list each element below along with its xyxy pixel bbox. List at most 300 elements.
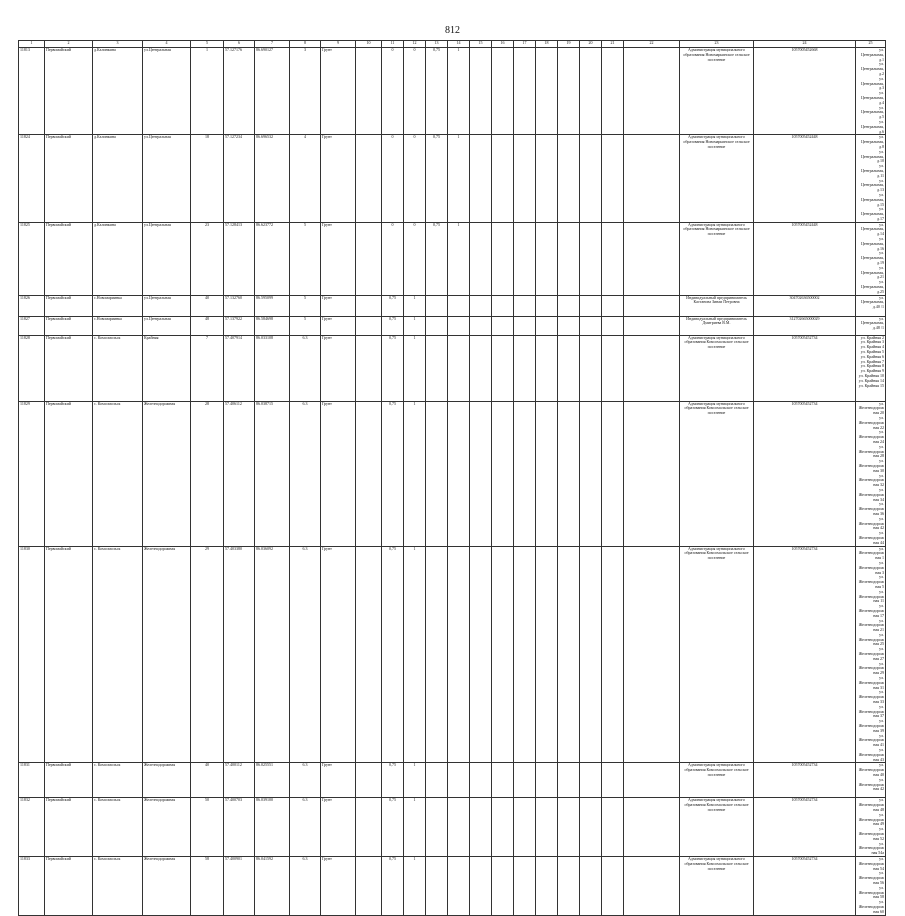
cell-surface: Грунт	[321, 335, 356, 401]
cell-locality: с.Новомариинка	[93, 295, 143, 316]
cell-addresses: ул. Железнодорожная 1 ул. Железнодорожная 3 ул. Железнодорожная 5 ул. Железнодорожная 11 ул. Железнодорожная 17 ул. Железнодорожная 21 ул. Железнодорожная 25 ул. Железнодорожная 27 ул. Железнодорожная 29 ул. Железнодорожная 31 ул. Железнодорожная 33 ул. Железнодорожная 37 ул. Железнодорожная 39 ул. Железнодорожная 41 ул. Железнодорожная 43	[856, 546, 886, 763]
cell-n13	[426, 401, 448, 546]
cell-org: Администрация муниципального образования Комсомольское сельское поселение	[680, 763, 754, 798]
cell-id: 11829	[19, 401, 45, 546]
cell-org: Индивидуальный предприниматель Дмитриева В.М.	[680, 316, 754, 335]
register-body	[19, 41, 886, 916]
cell-id: 11824	[19, 135, 45, 222]
table-row	[19, 546, 886, 763]
cell-street: Железнодорожная	[143, 763, 191, 798]
cell-lon: 86.039100	[255, 798, 290, 857]
cell-n11: 0	[382, 222, 404, 295]
cell-house: 50	[191, 798, 224, 857]
cell-n14	[448, 316, 470, 335]
cell-lon: 86.623772	[255, 222, 290, 295]
cell-locality: д.Калинкина	[93, 48, 143, 135]
cell-house: 28	[191, 401, 224, 546]
column-number-7: 7	[255, 41, 290, 48]
cell-district: Первомайский	[45, 316, 93, 335]
cell-id: 11832	[19, 798, 45, 857]
cell-ogrn: 1057005452734	[754, 401, 856, 546]
table-row	[19, 48, 886, 135]
cell-	[602, 222, 624, 295]
cell-	[580, 295, 602, 316]
cell-n14	[448, 335, 470, 401]
cell-n8: 5	[290, 222, 321, 295]
cell-	[602, 316, 624, 335]
cell-house: 18	[191, 135, 224, 222]
cell-lon: 86.025551	[255, 763, 290, 798]
column-number-25: 25	[856, 41, 886, 48]
cell-	[536, 316, 558, 335]
cell-	[492, 798, 514, 857]
column-number-5: 5	[191, 41, 224, 48]
column-number-11: 11	[382, 41, 404, 48]
cell-	[470, 48, 492, 135]
cell-	[580, 48, 602, 135]
cell-district: Первомайский	[45, 222, 93, 295]
cell-addresses: ул. Центральная, д.40 /1	[856, 295, 886, 316]
cell-n14	[448, 763, 470, 798]
cell-locality: с. Комсомольск	[93, 546, 143, 763]
cell-id: 11833	[19, 856, 45, 915]
cell-n11: 0,75	[382, 763, 404, 798]
cell-	[602, 295, 624, 316]
column-number-10: 10	[356, 41, 382, 48]
cell-n11: 0,75	[382, 856, 404, 915]
column-number-4: 4	[143, 41, 191, 48]
cell-org: Администрация муниципального образования Комсомольское сельское поселение	[680, 798, 754, 857]
cell-surface: Грунт	[321, 401, 356, 546]
cell-	[624, 295, 680, 316]
cell-	[356, 798, 382, 857]
column-number-17: 17	[514, 41, 536, 48]
cell-id: 11831	[19, 763, 45, 798]
cell-ogrn: 1057005452734	[754, 856, 856, 915]
cell-lat: 57.407914	[224, 335, 255, 401]
cell-n14: 1	[448, 222, 470, 295]
register-table	[18, 40, 886, 916]
cell-house: 23	[191, 222, 224, 295]
cell-	[536, 222, 558, 295]
column-number-20: 20	[580, 41, 602, 48]
cell-surface: Грунт	[321, 546, 356, 763]
cell-n8: 5	[290, 316, 321, 335]
cell-n11: 0,75	[382, 295, 404, 316]
cell-n12: 1	[404, 546, 426, 763]
cell-	[536, 798, 558, 857]
cell-org: Индивидуальный предприниматель Кастанова Зинаи Петровна	[680, 295, 754, 316]
table-row	[19, 316, 886, 335]
cell-	[470, 222, 492, 295]
cell-street: Крайняя	[143, 335, 191, 401]
cell-lon: 86.033108	[255, 335, 290, 401]
cell-lon: 86.038715	[255, 401, 290, 546]
cell-n12: 1	[404, 798, 426, 857]
cell-ogrn: 1057005452448	[754, 222, 856, 295]
cell-n12: 1	[404, 316, 426, 335]
cell-n8: 6.3	[290, 401, 321, 546]
cell-	[558, 135, 580, 222]
cell-id: 11828	[19, 335, 45, 401]
cell-	[580, 335, 602, 401]
cell-house: 40	[191, 295, 224, 316]
cell-lat: 57.132760	[224, 295, 255, 316]
cell-org: Администрация муниципального образования Новомарьинское сельское поселение	[680, 222, 754, 295]
cell-	[514, 763, 536, 798]
cell-ogrn: 1057005452734	[754, 546, 856, 763]
cell-n14	[448, 798, 470, 857]
cell-lat: 57.406112	[224, 401, 255, 546]
column-number-21: 21	[602, 41, 624, 48]
cell-	[470, 856, 492, 915]
cell-lat: 57.137922	[224, 316, 255, 335]
cell-	[580, 546, 602, 763]
cell-street: ул.Центральная	[143, 222, 191, 295]
cell-district: Первомайский	[45, 335, 93, 401]
cell-	[558, 48, 580, 135]
cell-	[580, 798, 602, 857]
cell-	[624, 335, 680, 401]
cell-addresses: ул. Центральная, д.14 ул. Центральная, д.16 ул. Центральная, д.19 ул. Центральная, д.21 ул. Центральная, д.25	[856, 222, 886, 295]
cell-	[356, 295, 382, 316]
cell-lat: 57.127234	[224, 135, 255, 222]
cell-id: 11827	[19, 316, 45, 335]
cell-	[470, 546, 492, 763]
cell-	[356, 316, 382, 335]
cell-house: 58	[191, 856, 224, 915]
cell-n8: 4	[290, 135, 321, 222]
cell-n13: 0,75	[426, 135, 448, 222]
cell-	[536, 335, 558, 401]
cell-n13	[426, 856, 448, 915]
cell-org: Администрация муниципального образования Комсомольское сельское поселение	[680, 401, 754, 546]
cell-surface: Грунт	[321, 222, 356, 295]
table-row	[19, 135, 886, 222]
cell-ogrn: 1057005452668	[754, 48, 856, 135]
cell-locality: с. Комсомольск	[93, 335, 143, 401]
cell-	[558, 401, 580, 546]
cell-	[602, 546, 624, 763]
cell-	[492, 401, 514, 546]
cell-addresses: ул. Железнодорожная 40 ул. Железнодорожная 42	[856, 763, 886, 798]
cell-	[536, 135, 558, 222]
cell-	[580, 316, 602, 335]
cell-	[514, 401, 536, 546]
cell-	[470, 335, 492, 401]
cell-street: Железнодорожная	[143, 798, 191, 857]
cell-district: Первомайский	[45, 798, 93, 857]
cell-	[602, 763, 624, 798]
cell-locality: с. Комсомольск	[93, 856, 143, 915]
table-row	[19, 763, 886, 798]
column-number-1: 1	[19, 41, 45, 48]
cell-lon: 86.036092	[255, 546, 290, 763]
cell-	[580, 222, 602, 295]
cell-	[580, 135, 602, 222]
cell-ogrn: 1057005452734	[754, 798, 856, 857]
cell-	[470, 401, 492, 546]
cell-street: Железнодорожная	[143, 546, 191, 763]
cell-locality: д.Калинкина	[93, 222, 143, 295]
cell-n13	[426, 295, 448, 316]
cell-id: 11825	[19, 222, 45, 295]
cell-	[492, 335, 514, 401]
column-number-3: 3	[93, 41, 143, 48]
cell-org: Администрация муниципального образования Комсомольское сельское поселение	[680, 335, 754, 401]
column-number-18: 18	[536, 41, 558, 48]
cell-	[536, 763, 558, 798]
cell-	[514, 335, 536, 401]
cell-n12: 1	[404, 295, 426, 316]
cell-district: Первомайский	[45, 401, 93, 546]
cell-n13: 0,75	[426, 222, 448, 295]
cell-lat: 57.127176	[224, 48, 255, 135]
cell-	[536, 48, 558, 135]
cell-	[602, 335, 624, 401]
cell-ogrn: 1057005452734	[754, 763, 856, 798]
cell-	[492, 135, 514, 222]
cell-locality: с. Комсомольск	[93, 798, 143, 857]
cell-street: ул.Центральная	[143, 48, 191, 135]
cell-street: ул.Центральная	[143, 295, 191, 316]
cell-n14	[448, 856, 470, 915]
column-number-23: 23	[680, 41, 754, 48]
cell-surface: Грунт	[321, 763, 356, 798]
cell-surface: Грунт	[321, 856, 356, 915]
cell-	[514, 798, 536, 857]
cell-	[492, 295, 514, 316]
cell-district: Первомайский	[45, 135, 93, 222]
cell-surface: Грунт	[321, 316, 356, 335]
cell-n11: 0,75	[382, 546, 404, 763]
cell-	[558, 763, 580, 798]
column-number-16: 16	[492, 41, 514, 48]
cell-surface: Грунт	[321, 798, 356, 857]
cell-lon: 86.584698	[255, 316, 290, 335]
cell-	[602, 48, 624, 135]
cell-org: Администрация муниципального образования Комсомольское сельское поселение	[680, 546, 754, 763]
cell-n11: 0,75	[382, 335, 404, 401]
table-row	[19, 401, 886, 546]
column-number-8: 8	[290, 41, 321, 48]
column-number-2: 2	[45, 41, 93, 48]
column-number-12: 12	[404, 41, 426, 48]
cell-	[514, 316, 536, 335]
cell-n13	[426, 763, 448, 798]
cell-org: Администрация муниципального образования Комсомольское сельское поселение	[680, 856, 754, 915]
cell-	[580, 856, 602, 915]
cell-n12: 1	[404, 763, 426, 798]
cell-n8: 5	[290, 295, 321, 316]
cell-house: 7	[191, 335, 224, 401]
column-number-22: 22	[624, 41, 680, 48]
cell-lat: 57.400901	[224, 856, 255, 915]
cell-	[558, 798, 580, 857]
cell-id: 11813	[19, 48, 45, 135]
table-row	[19, 335, 886, 401]
cell-	[536, 856, 558, 915]
cell-n12: 1	[404, 401, 426, 546]
table-row	[19, 295, 886, 316]
cell-	[558, 335, 580, 401]
column-number-13: 13	[426, 41, 448, 48]
cell-n11: 0,75	[382, 401, 404, 546]
cell-	[624, 401, 680, 546]
cell-house: 48	[191, 316, 224, 335]
cell-n12: 1	[404, 335, 426, 401]
cell-	[624, 798, 680, 857]
cell-	[356, 48, 382, 135]
cell-n11: 0	[382, 48, 404, 135]
column-number-row	[19, 41, 886, 48]
cell-n8: 6.3	[290, 798, 321, 857]
column-number-9: 9	[321, 41, 356, 48]
table-row	[19, 222, 886, 295]
cell-	[602, 856, 624, 915]
cell-street: Железнодорожная	[143, 856, 191, 915]
cell-locality: с. Комсомольск	[93, 763, 143, 798]
cell-n8: 6.3	[290, 763, 321, 798]
cell-	[602, 798, 624, 857]
cell-ogrn: 312702665000029	[754, 316, 856, 335]
table-row	[19, 856, 886, 915]
cell-n8: 6.3	[290, 856, 321, 915]
cell-	[602, 401, 624, 546]
cell-	[624, 856, 680, 915]
cell-locality: с. Комсомольск	[93, 401, 143, 546]
cell-	[624, 222, 680, 295]
cell-	[470, 295, 492, 316]
cell-n12: 0	[404, 222, 426, 295]
cell-	[580, 401, 602, 546]
cell-lat: 57.128413	[224, 222, 255, 295]
cell-	[514, 135, 536, 222]
cell-	[558, 546, 580, 763]
cell-addresses: ул. Центральная, д.48 /1	[856, 316, 886, 335]
table-row	[19, 798, 886, 857]
cell-street: Железнодорожная	[143, 401, 191, 546]
cell-	[356, 856, 382, 915]
cell-addresses: ул. Железнодорожная 54 ул. Железнодорожная 56 ул. Железнодорожная 58 ул. Железнодорожная 60	[856, 856, 886, 915]
cell-	[514, 222, 536, 295]
cell-n13	[426, 316, 448, 335]
cell-lon: 86.690127	[255, 48, 290, 135]
cell-surface: Грунт	[321, 295, 356, 316]
column-number-14: 14	[448, 41, 470, 48]
cell-addresses: ул. Железнодорожная 48 ул. Железнодорожная 49 ул. Железнодорожная 52 ул. Железнодорожная 54а	[856, 798, 886, 857]
cell-ogrn: 304702636500002	[754, 295, 856, 316]
cell-lat: 57.403380	[224, 546, 255, 763]
cell-	[470, 135, 492, 222]
cell-ogrn: 1057005452734	[754, 335, 856, 401]
cell-locality: с.Новомариинка	[93, 316, 143, 335]
cell-n12: 0	[404, 48, 426, 135]
cell-	[624, 48, 680, 135]
cell-n14	[448, 401, 470, 546]
cell-district: Первомайский	[45, 763, 93, 798]
cell-house: 1	[191, 48, 224, 135]
cell-n8: 3	[290, 48, 321, 135]
page-number: 812	[445, 25, 460, 36]
cell-surface: Грунт	[321, 135, 356, 222]
cell-ogrn: 1057005452448	[754, 135, 856, 222]
cell-	[492, 48, 514, 135]
cell-	[492, 856, 514, 915]
cell-n12: 0	[404, 135, 426, 222]
cell-district: Первомайский	[45, 856, 93, 915]
cell-	[492, 763, 514, 798]
cell-	[492, 546, 514, 763]
cell-surface: Грунт	[321, 48, 356, 135]
column-number-6: 6	[224, 41, 255, 48]
cell-	[356, 401, 382, 546]
cell-	[558, 856, 580, 915]
cell-street: ул.Центральная	[143, 316, 191, 335]
cell-	[514, 546, 536, 763]
cell-street: ул.Центральная	[143, 135, 191, 222]
cell-	[558, 316, 580, 335]
column-number-15: 15	[470, 41, 492, 48]
column-number-19: 19	[558, 41, 580, 48]
cell-district: Первомайский	[45, 546, 93, 763]
cell-	[536, 546, 558, 763]
cell-	[470, 763, 492, 798]
cell-district: Первомайский	[45, 48, 93, 135]
cell-lat: 57.400703	[224, 798, 255, 857]
cell-	[492, 222, 514, 295]
cell-	[536, 401, 558, 546]
cell-	[536, 295, 558, 316]
cell-	[470, 798, 492, 857]
cell-id: 11826	[19, 295, 45, 316]
cell-addresses: ул. Центральная, д.1 ул. Центральная, д.2 ул. Центральная, д.3 ул. Центральная, д.4 ул. Центральная, д.5 ул. Центральная, д.6	[856, 48, 886, 135]
cell-	[624, 316, 680, 335]
cell-	[580, 763, 602, 798]
column-number-24: 24	[754, 41, 856, 48]
cell-	[356, 135, 382, 222]
cell-n8: 6.3	[290, 546, 321, 763]
cell-	[602, 135, 624, 222]
cell-org: Администрация муниципального образования Новомарьинское сельское поселение	[680, 135, 754, 222]
cell-n14	[448, 546, 470, 763]
cell-n14: 1	[448, 135, 470, 222]
cell-org: Администрация муниципального образования Новомарьинское сельское поселение	[680, 48, 754, 135]
cell-n11: 0,75	[382, 316, 404, 335]
cell-	[514, 295, 536, 316]
cell-n14: 1	[448, 48, 470, 135]
cell-house: 29	[191, 546, 224, 763]
cell-	[514, 48, 536, 135]
cell-	[356, 222, 382, 295]
cell-n13: 0,75	[426, 48, 448, 135]
cell-n12: 1	[404, 856, 426, 915]
cell-	[470, 316, 492, 335]
cell-lon: 86.696532	[255, 135, 290, 222]
cell-lon: 86.595099	[255, 295, 290, 316]
cell-n14	[448, 295, 470, 316]
cell-id: 11830	[19, 546, 45, 763]
cell-	[624, 546, 680, 763]
cell-n13	[426, 798, 448, 857]
cell-	[356, 335, 382, 401]
cell-	[624, 763, 680, 798]
cell-	[356, 763, 382, 798]
cell-	[558, 222, 580, 295]
cell-	[558, 295, 580, 316]
cell-n8: 6.3	[290, 335, 321, 401]
cell-n11: 0,75	[382, 798, 404, 857]
